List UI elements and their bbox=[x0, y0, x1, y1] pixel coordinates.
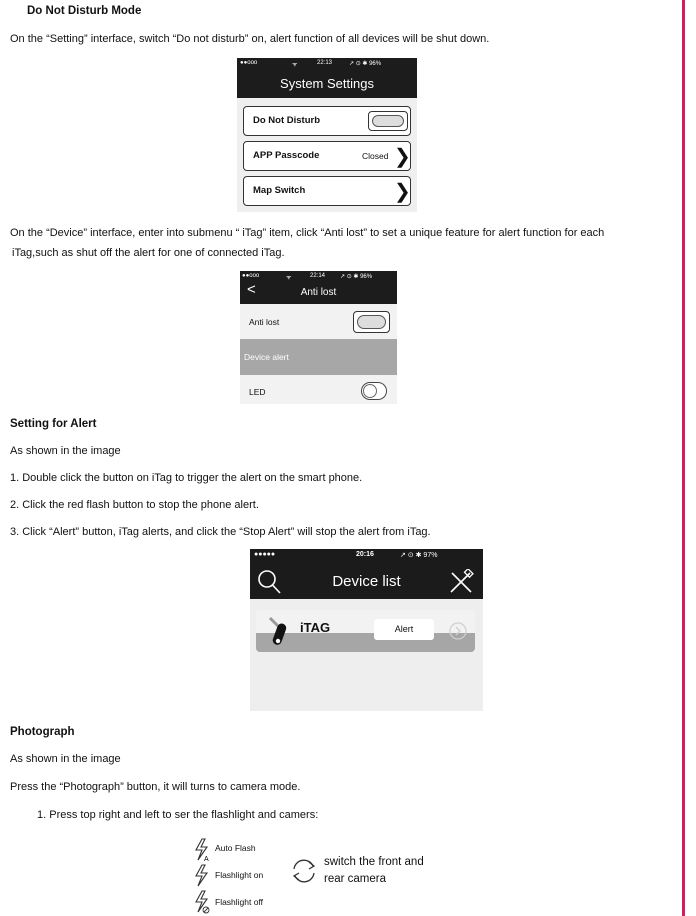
itag-keyfob-icon bbox=[266, 616, 292, 648]
do-not-disturb-toggle[interactable] bbox=[368, 111, 408, 131]
section-title-photograph: Photograph bbox=[10, 726, 75, 738]
auto-flash-label: Auto Flash bbox=[215, 843, 256, 853]
dnd-intro: On the “Setting” interface, switch “Do not disturb” on, alert function of all devices will be shut down. bbox=[10, 33, 490, 45]
alert-step-1: 1. Double click the button on iTag to trigger the alert on the smart phone. bbox=[10, 472, 363, 484]
alert-shown-text: As shown in the image bbox=[10, 445, 121, 457]
map-switch-row[interactable]: Map Switch ❯ bbox=[243, 176, 411, 206]
svg-text:A: A bbox=[204, 856, 209, 862]
auto-flash-icon bbox=[193, 838, 211, 862]
back-arrow-icon[interactable]: < bbox=[247, 281, 256, 298]
photo-press-text: Press the “Photograph” button, it will turns to camera mode. bbox=[10, 781, 301, 793]
anti-lost-toggle[interactable] bbox=[353, 311, 390, 333]
flashlight-off-icon bbox=[193, 890, 211, 914]
alert-step-3: 3. Click “Alert” button, iTag alerts, and click the “Stop Alert” will stop the alert from iTag. bbox=[10, 526, 431, 538]
system-settings-screen bbox=[237, 58, 417, 212]
do-not-disturb-row[interactable]: Do Not Disturb bbox=[243, 106, 411, 136]
section-title-dnd: Do Not Disturb Mode bbox=[27, 5, 142, 17]
photo-shown-text: As shown in the image bbox=[10, 753, 121, 765]
device-instruction-line1: On the “Device” interface, enter into submenu “ iTag” item, click “Anti lost” to set a unique feature for alert function for each bbox=[10, 227, 605, 239]
header-bar: ●●●●● 20:16 ↗ ⊙ ✱ 97% Device list bbox=[250, 549, 483, 599]
page-edge-bar bbox=[682, 0, 685, 916]
device-list-screen bbox=[250, 549, 483, 711]
device-name: iTAG bbox=[300, 620, 331, 635]
app-passcode-row[interactable]: APP Passcode Closed ❯ bbox=[243, 141, 411, 171]
anti-lost-label: Anti lost bbox=[249, 317, 280, 327]
screen-title: System Settings bbox=[280, 76, 374, 91]
switch-camera-text-line1: switch the front and bbox=[324, 856, 424, 868]
chevron-right-icon: ❯ bbox=[394, 181, 411, 203]
chevron-right-icon: ❯ bbox=[394, 146, 411, 168]
screen-title: Anti lost bbox=[300, 287, 337, 298]
flashlight-off-label: Flashlight off bbox=[215, 897, 264, 907]
flashlight-on-label: Flashlight on bbox=[215, 870, 264, 880]
switch-camera-icon bbox=[289, 856, 319, 886]
anti-lost-screen bbox=[240, 271, 397, 404]
passcode-value: Closed bbox=[362, 151, 389, 161]
alert-button[interactable]: Alert bbox=[374, 619, 434, 640]
device-row-itag[interactable] bbox=[256, 610, 475, 652]
device-instruction-line2: iTag,such as shut off the alert for one of connected iTag. bbox=[12, 247, 285, 259]
status-bar: ●●ooo ᯤ 22:13 ↗ ⊙ ✱ 96% System Settings bbox=[237, 58, 417, 98]
photo-step-1: 1. Press top right and left to ser the flashlight and camers: bbox=[37, 809, 319, 821]
switch-camera-text-line2: rear camera bbox=[324, 873, 386, 885]
led-toggle[interactable] bbox=[361, 382, 387, 400]
device-alert-row[interactable]: Device alert bbox=[240, 339, 397, 375]
section-title-alert: Setting for Alert bbox=[10, 418, 97, 430]
flashlight-on-icon bbox=[193, 864, 211, 888]
chevron-circle-right-icon[interactable] bbox=[448, 621, 468, 641]
tools-icon[interactable] bbox=[448, 569, 474, 595]
status-bar: ●●ooo ᯤ 22:14 ↗ ⊙ ✱ 96% < Anti lost bbox=[240, 271, 397, 304]
screen-title: Device list bbox=[332, 573, 401, 590]
led-label: LED bbox=[249, 387, 266, 397]
alert-step-2: 2. Click the red flash button to stop the phone alert. bbox=[10, 499, 259, 511]
